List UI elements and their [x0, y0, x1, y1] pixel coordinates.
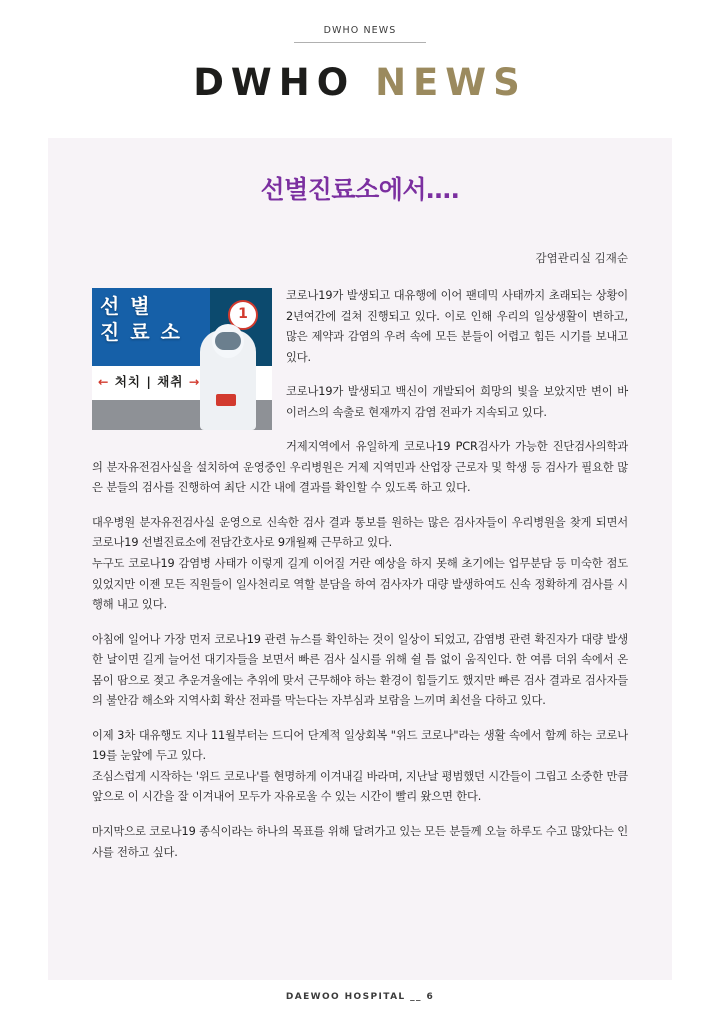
article-panel — [48, 138, 672, 980]
footer: DAEWOO HOSPITAL __ 6 — [285, 992, 435, 1002]
byline: 감염관리실 김재순 — [535, 251, 628, 265]
masthead-title-gold: NEWS — [375, 61, 527, 104]
paragraph: 아침에 일어나 가장 먼저 코로나19 관련 뉴스를 확인하는 것이 일상이 되었고, 감염병 관련 확진자가 대량 발생한 날이면 길게 늘어선 대기자들을 보면서 빠른 검사 실시를 위해 쉴 틈 없이 움직인다. 한 여름 더위 속에서 온몸이 땀으로 젖고 추운겨울에는 추위에 맞서 근무해야 하는 환경이 힘들기도 했지만 빠른 검사 결과로 검사자들의 불안감 해소와 지역사회 확산 전파를 막는다는 자부심과 보람을 느끼며 최선을 다하고 있다. — [92, 632, 628, 708]
sign-band-label: ← 처치 | 채취 → — [98, 374, 201, 389]
sign-number-badge: 1 — [228, 300, 258, 330]
masthead-title-dark: DWHO — [193, 61, 356, 104]
staff-face-shield — [215, 332, 241, 350]
clinic-sign-label: 선 별 진 료 소 — [100, 294, 182, 344]
masthead-kicker: DWHO NEWS — [294, 25, 426, 43]
paragraph: 조심스럽게 시작하는 '위드 코로나'를 현명하게 이겨내길 바라며, 지난날 평범했던 시간들이 그립고 소중한 만큼 앞으로 이 시간을 잘 이겨내어 모두가 자유로울 수 있는 시간이 빨리 왔으면 한다. — [92, 769, 628, 804]
paragraph: 이제 3차 대유행도 지나 11월부터는 드디어 단계적 일상회복 "위드 코로나"라는 생활 속에서 함께 하는 코로나19를 눈앞에 두고 있다. — [92, 728, 628, 763]
paragraph: 코로나19가 발생되고 백신이 개발되어 희망의 빛을 보았지만 변이 바이러스의 속출로 현재까지 감염 전파가 지속되고 있다. — [286, 385, 628, 419]
article-body — [48, 286, 672, 877]
paragraph: 대우병원 분자유전검사실 운영으로 신속한 검사 결과 통보를 원하는 많은 검사자들이 우리병원을 찾게 되면서 코로나19 선별진료소에 전담간호사로 9개월째 근무하고 있다. — [92, 515, 628, 550]
paragraph: 마지막으로 코로나19 종식이라는 하나의 목표를 위해 달려가고 있는 모든 분들께 오늘 하루도 수고 많았다는 인사를 전하고 싶다. — [92, 825, 628, 859]
paragraph: 누구도 코로나19 감염병 사태가 이렇게 길게 이어질 거란 예상을 하지 못해 초기에는 업무분담 등 미숙한 점도 있었지만 이젠 모든 직원들이 일사천리로 역할 분담을 하여 검사자가 대량 발생하여도 신속 정확하게 검사를 시행해 내고 있다. — [92, 557, 628, 612]
page-title: 선별진료소에서…. — [260, 175, 460, 204]
paragraph: 코로나19가 발생되고 대유행에 이어 팬데믹 사태까지 초래되는 상황이 2년여간에 걸쳐 진행되고 있다. 이로 인해 우리의 일상생활이 변하고, 많은 제약과 감염의 우려 속에 모든 분들이 어렵고 힘든 시기를 보내고 있다. — [286, 289, 628, 364]
staff-badge — [216, 394, 236, 406]
masthead-title — [0, 61, 720, 104]
masthead — [0, 0, 720, 104]
paragraph: 거제지역에서 유일하게 코로나19 PCR검사가 가능한 진단검사의학과의 분자유전검사실을 설치하여 운영중인 우리병원은 거제 지역민과 산업장 근로자 및 학생 등 검사가 필요한 많은 분들의 검사를 진행하여 최단 시간 내에 결과를 확인할 수 있도록 하고 있다. — [92, 440, 628, 495]
article-photo — [92, 288, 272, 430]
